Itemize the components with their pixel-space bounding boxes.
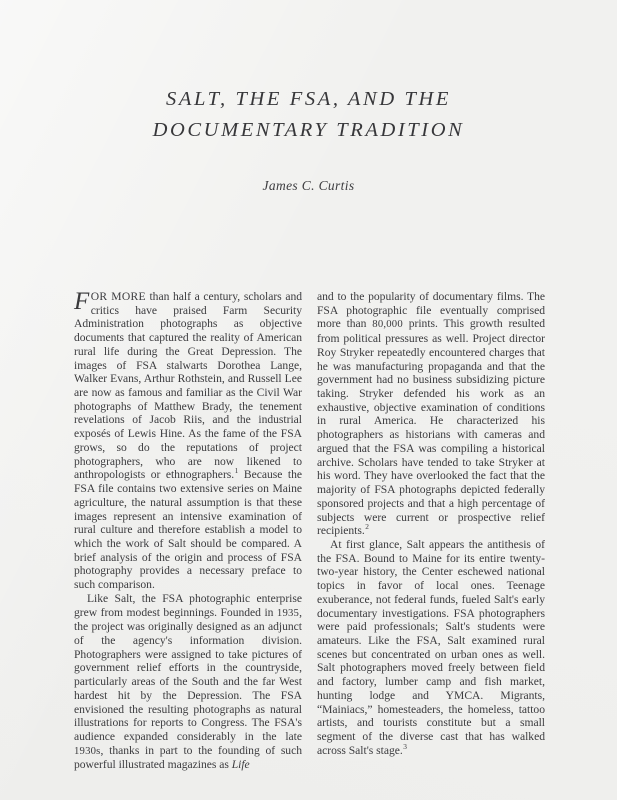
article-title-line-1: SALT, THE FSA, AND THE [166,88,451,110]
magazine-title-life: Life [231,758,250,772]
paragraph-left-2-text-b: , the project was originally designed as an adjunct of the agency's information division. Photographers were assigned to take pictures of government relief efforts in the countryside, particularly areas of the South and the far West hardest hit by the Depression. The FSA envisioned the resulting photographs as natural illustrations for reports to Congress. The FSA's audience expanded considerably in the late [74,605,302,743]
author-byline: James C. Curtis [262,178,355,193]
paragraph-left-1-text-b: Because the FSA file contains two extensive series on Maine agriculture, the natural assumption is that these images represent an intensive examination of rural culture and therefore establish a model to which the work of Salt should be compared. A brief analysis of the origin and process of FSA photography provides a necessary preface to such comparison. [74,468,302,592]
column-left [74,290,302,772]
paragraph-left-1 [74,290,302,592]
paragraph-left-2-text-c: , thanks in part to the founding of such powerful illustrated magazines as [74,743,302,772]
footnote-marker-1[interactable]: 1 [234,466,239,476]
paragraph-right-2-text-a: At first glance, Salt appears the antithesis of the FSA. Bound to Maine for its entire twenty-two-year history, the Center eschewed national topics in favor of local ones. Teenage exuberance, not federal funds, fueled Salt's early documentary investigations. FSA photographers were paid professionals; Salt's students were amateurs. Like the FSA, Salt examined rural scenes but concentrated on urban ones as well. Salt photographers moved freely between field and factory, lumber camp and fish market, hunting lodge and YMCA. Migrants, “Mainiacs,” homesteaders, the homeless, tattoo artists, and tourists constitute but a small segment of the diverse cast that has walked across Salt's stage. [317,537,545,757]
paragraph-left-2-text-a: Like Salt, the FSA photographic enterprise grew from modest beginnings. Founded in [74,591,302,619]
drop-cap: F [74,288,90,315]
paragraph-right-1 [317,290,545,538]
print-count: 80,000 [372,318,403,331]
footnote-marker-3[interactable]: 3 [403,741,407,751]
paragraph-right-2 [317,538,545,758]
paragraph-right-1-text-a: and to the popularity of documentary films. The FSA photographic file eventually comprised more than [317,290,545,331]
footnote-marker-2[interactable]: 2 [365,522,369,532]
paragraph-left-2 [74,592,302,772]
article-body [74,290,545,772]
article-title [60,84,557,146]
decade-label: 1930s [74,744,101,757]
article-title-line-2: DOCUMENTARY TRADITION [152,119,465,141]
paragraph-left-1-text-a: than half a century, scholars and critics have praised Farm Security Administration photographs as objective documents that captured the reality of American rural life during the Great Depression. The images of FSA stalwarts Dorothea Lange, Walker Evans, Arthur Rothstein, and Russell Lee are now as famous and familiar as the Civil War photographs of Matthew Brady, the tenement revelations of Jacob Riis, and the industrial exposés of Lewis Hine. As the fame of the FSA grows, so do the reputations of project photographers, who are now likened to anthropologists or ethnographers. [74,290,302,482]
column-right [317,290,545,772]
page-title [60,84,557,146]
year-founded: 1935 [276,606,300,619]
opening-small-caps: OR MORE [90,290,146,303]
paragraph-right-1-text-b: prints. This growth resulted from political pressures as well. Project director Roy Stryker repeatedly encountered charges that he was manufacturing propaganda and that the government had no business subsidizing picture taking. Stryker defended his work as an exhaustive, objective examination of conditions in rural America. He characterized his photographers as historians with cameras and argued that the FSA was compiling a historical archive. Scholars have tended to take Stryker at his word. They have overlooked the fact that the majority of FSA photographs depicted federally sponsored projects and that a high percentage of subjects were current or prospective relief recipients. [317,317,545,538]
